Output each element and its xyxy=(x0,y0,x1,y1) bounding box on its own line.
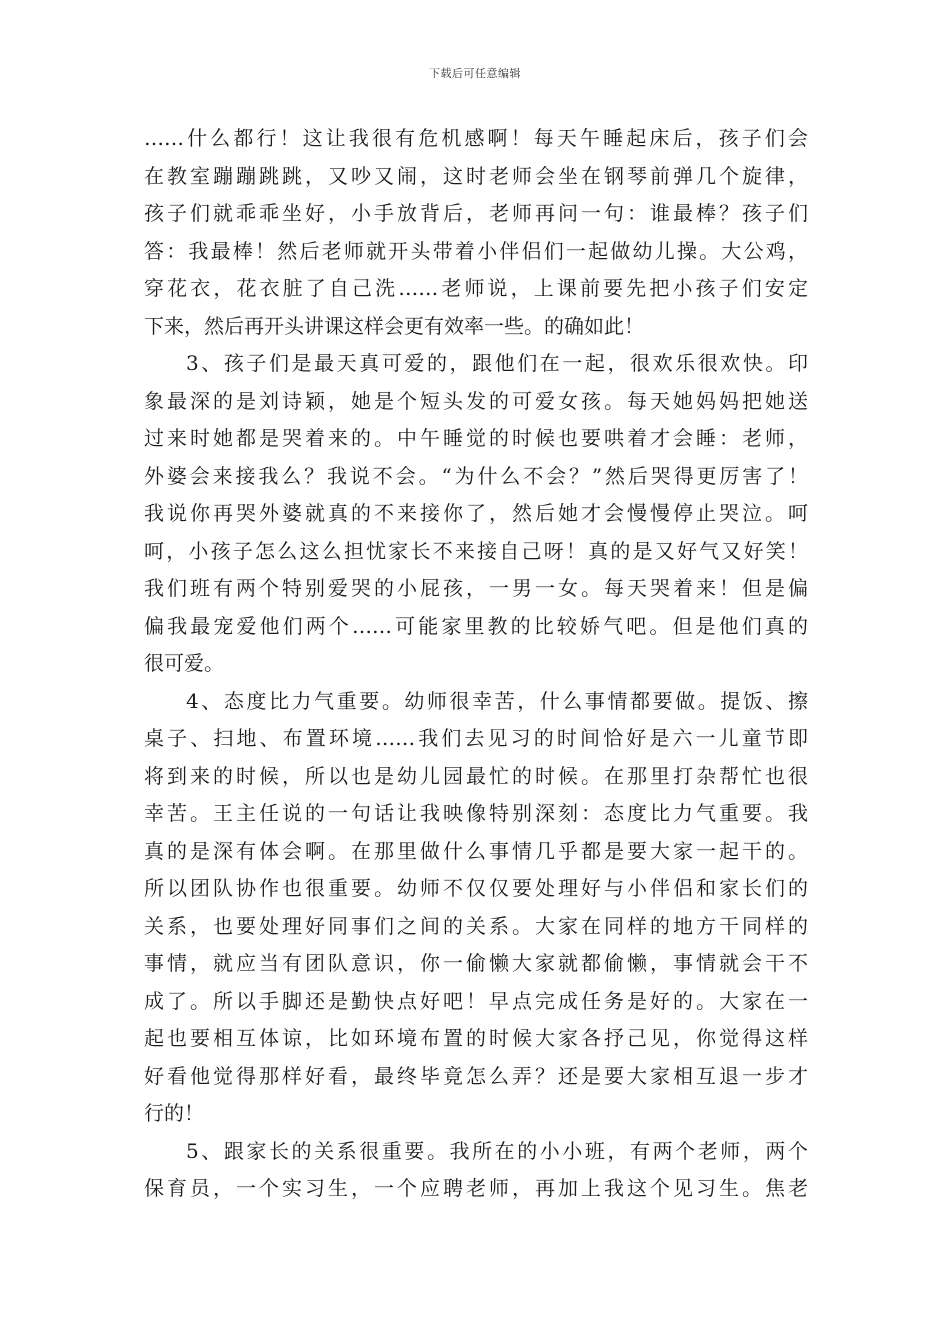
text-line: 将到来的时候，所以也是幼儿园最忙的时候。在那里打杂帮忙也很 xyxy=(144,763,808,788)
text-line: 好看他觉得那样好看，最终毕竟怎么弄？还是要大家相互退一步才 xyxy=(144,1063,808,1088)
text-line: 很可爱。 xyxy=(144,651,224,675)
text-line: 3、孩子们是最天真可爱的，跟他们在一起，很欢乐很欢快。印 xyxy=(186,351,808,375)
text-line: 事情，就应当有团队意识，你一偷懒大家就都偷懒，事情就会干不 xyxy=(144,951,808,975)
text-line: 我说你再哭外婆就真的不来接你了，然后她才会慢慢停止哭泣。呵 xyxy=(144,501,808,525)
text-line: 成了。所以手脚还是勤快点好吧！早点完成任务是好的。大家在一 xyxy=(144,988,808,1013)
paragraph-1 xyxy=(144,120,808,345)
text-line: 外婆会来接我么？我说不会。“为什么不会？”然后哭得更厉害了！ xyxy=(144,463,808,488)
paragraph-2 xyxy=(144,345,808,683)
document-body xyxy=(144,120,808,1208)
paragraph-4 xyxy=(144,1133,808,1208)
text-line: 孩子们就乖乖坐好，小手放背后，老师再问一句：谁最棒？孩子们 xyxy=(144,201,808,225)
text-line: 桌子、扫地、布置环境……我们去见习的时间恰好是六一儿童节即 xyxy=(144,726,808,750)
text-line: 幸苦。王主任说的一句话让我映像特别深刻：态度比力气重要。我 xyxy=(144,801,808,825)
text-line: 偏我最宠爱他们两个……可能家里教的比较娇气吧。但是他们真的 xyxy=(144,613,808,638)
text-line: 行的！ xyxy=(144,1101,204,1125)
text-line: ……什么都行！这让我很有危机感啊！每天午睡起床后，孩子们会 xyxy=(144,126,808,150)
text-line: 下来，然后再开头讲课这样会更有效率一些。的确如此！ xyxy=(144,313,644,338)
paragraph-3 xyxy=(144,683,808,1133)
text-line: 答：我最棒！然后老师就开头带着小伴侣们一起做幼儿操。大公鸡， xyxy=(144,238,808,263)
text-line: 起也要相互体谅，比如环境布置的时候大家各抒己见，你觉得这样 xyxy=(144,1026,808,1050)
text-line: 呵，小孩子怎么这么担忧家长不来接自己呀！真的是又好气又好笑！ xyxy=(144,538,808,563)
text-line: 在教室蹦蹦跳跳，又吵又闹，这时老师会坐在钢琴前弹几个旋律， xyxy=(144,163,808,188)
page-header: 下载后可任意编辑 xyxy=(429,67,521,80)
text-line: 我们班有两个特别爱哭的小屁孩，一男一女。每天哭着来！但是偏 xyxy=(144,576,808,600)
text-line: 所以团队协作也很重要。幼师不仅仅要处理好与小伴侣和家长们的 xyxy=(144,876,808,900)
text-line: 5、跟家长的关系很重要。我所在的小小班，有两个老师，两个 xyxy=(186,1138,808,1163)
text-line: 穿花衣，花衣脏了自己洗……老师说，上课前要先把小孩子们安定 xyxy=(144,276,808,300)
text-line: 过来时她都是哭着来的。中午睡觉的时候也要哄着才会睡：老师， xyxy=(144,426,808,450)
text-line: 象最深的是刘诗颖，她是个短头发的可爱女孩。每天她妈妈把她送 xyxy=(144,388,808,413)
text-line: 保育员，一个实习生，一个应聘老师，再加上我这个见习生。焦老 xyxy=(144,1176,808,1200)
text-line: 关系，也要处理好同事们之间的关系。大家在同样的地方干同样的 xyxy=(144,913,808,938)
text-line: 4、态度比力气重要。幼师很幸苦，什么事情都要做。提饭、擦 xyxy=(186,688,808,713)
text-line: 真的是深有体会啊。在那里做什么事情几乎都是要大家一起干的。 xyxy=(144,838,808,863)
